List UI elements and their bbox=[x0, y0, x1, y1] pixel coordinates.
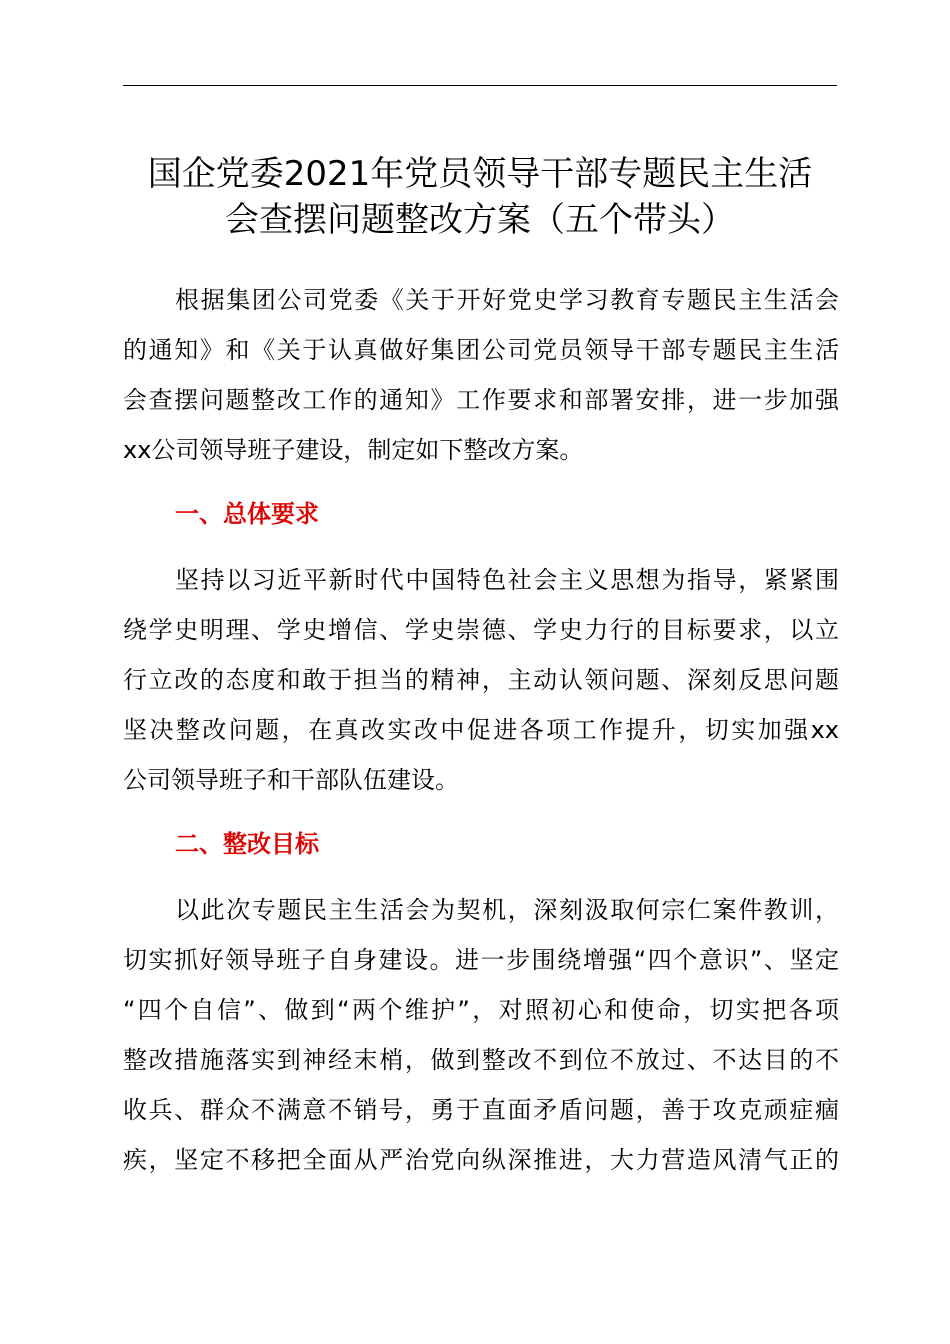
title-line-1: 国企党委2021年党员领导干部专题民主生活 bbox=[147, 154, 813, 194]
paragraph-line: 绕学史明理、学史增信、学史崇德、学史力行的目标要求，以立 bbox=[123, 616, 839, 644]
paragraph-line: 会查摆问题整改工作的通知》工作要求和部署安排，进一步加强 bbox=[123, 386, 839, 414]
paragraph-line: 公司领导班子和干部队伍建设。 bbox=[123, 766, 459, 794]
header-rule bbox=[123, 85, 837, 86]
paragraph-line: 坚持以习近平新时代中国特色社会主义思想为指导，紧紧围 bbox=[175, 566, 839, 594]
document-title bbox=[120, 151, 840, 243]
paragraph-line: 切实抓好领导班子自身建设。进一步围绕增强“四个意识”、坚定 bbox=[123, 946, 839, 974]
paragraph-line: 行立改的态度和敢于担当的精神，主动认领问题、深刻反思问题 bbox=[123, 666, 839, 694]
paragraph-line: 的通知》和《关于认真做好集团公司党员领导干部专题民主生活 bbox=[123, 336, 839, 364]
section2-paragraph bbox=[123, 885, 839, 1185]
section1-paragraph bbox=[123, 555, 839, 805]
paragraph-line: 收兵、群众不满意不销号，勇于直面矛盾问题，善于攻克顽症痼 bbox=[123, 1096, 839, 1124]
paragraph-line: 整改措施落实到神经末梢，做到整改不到位不放过、不达目的不 bbox=[123, 1046, 839, 1074]
paragraph-line: 根据集团公司党委《关于开好党史学习教育专题民主生活会 bbox=[175, 286, 839, 314]
title-line-2: 会查摆问题整改方案（五个带头） bbox=[225, 200, 735, 240]
section-heading-rectification-goals: 二、整改目标 bbox=[175, 830, 319, 858]
paragraph-line: 以此次专题民主生活会为契机，深刻汲取何宗仁案件教训， bbox=[175, 896, 839, 924]
intro-paragraph bbox=[123, 275, 839, 475]
paragraph-line: “四个自信”、做到“两个维护”，对照初心和使命，切实把各项 bbox=[123, 996, 839, 1024]
section-heading-overall-requirements: 一、总体要求 bbox=[175, 500, 319, 528]
paragraph-line: 疾，坚定不移把全面从严治党向纵深推进，大力营造风清气正的 bbox=[123, 1146, 839, 1174]
paragraph-line: 坚决整改问题，在真改实改中促进各项工作提升，切实加强xx bbox=[123, 716, 839, 744]
paragraph-line: xx公司领导班子建设，制定如下整改方案。 bbox=[123, 436, 584, 464]
